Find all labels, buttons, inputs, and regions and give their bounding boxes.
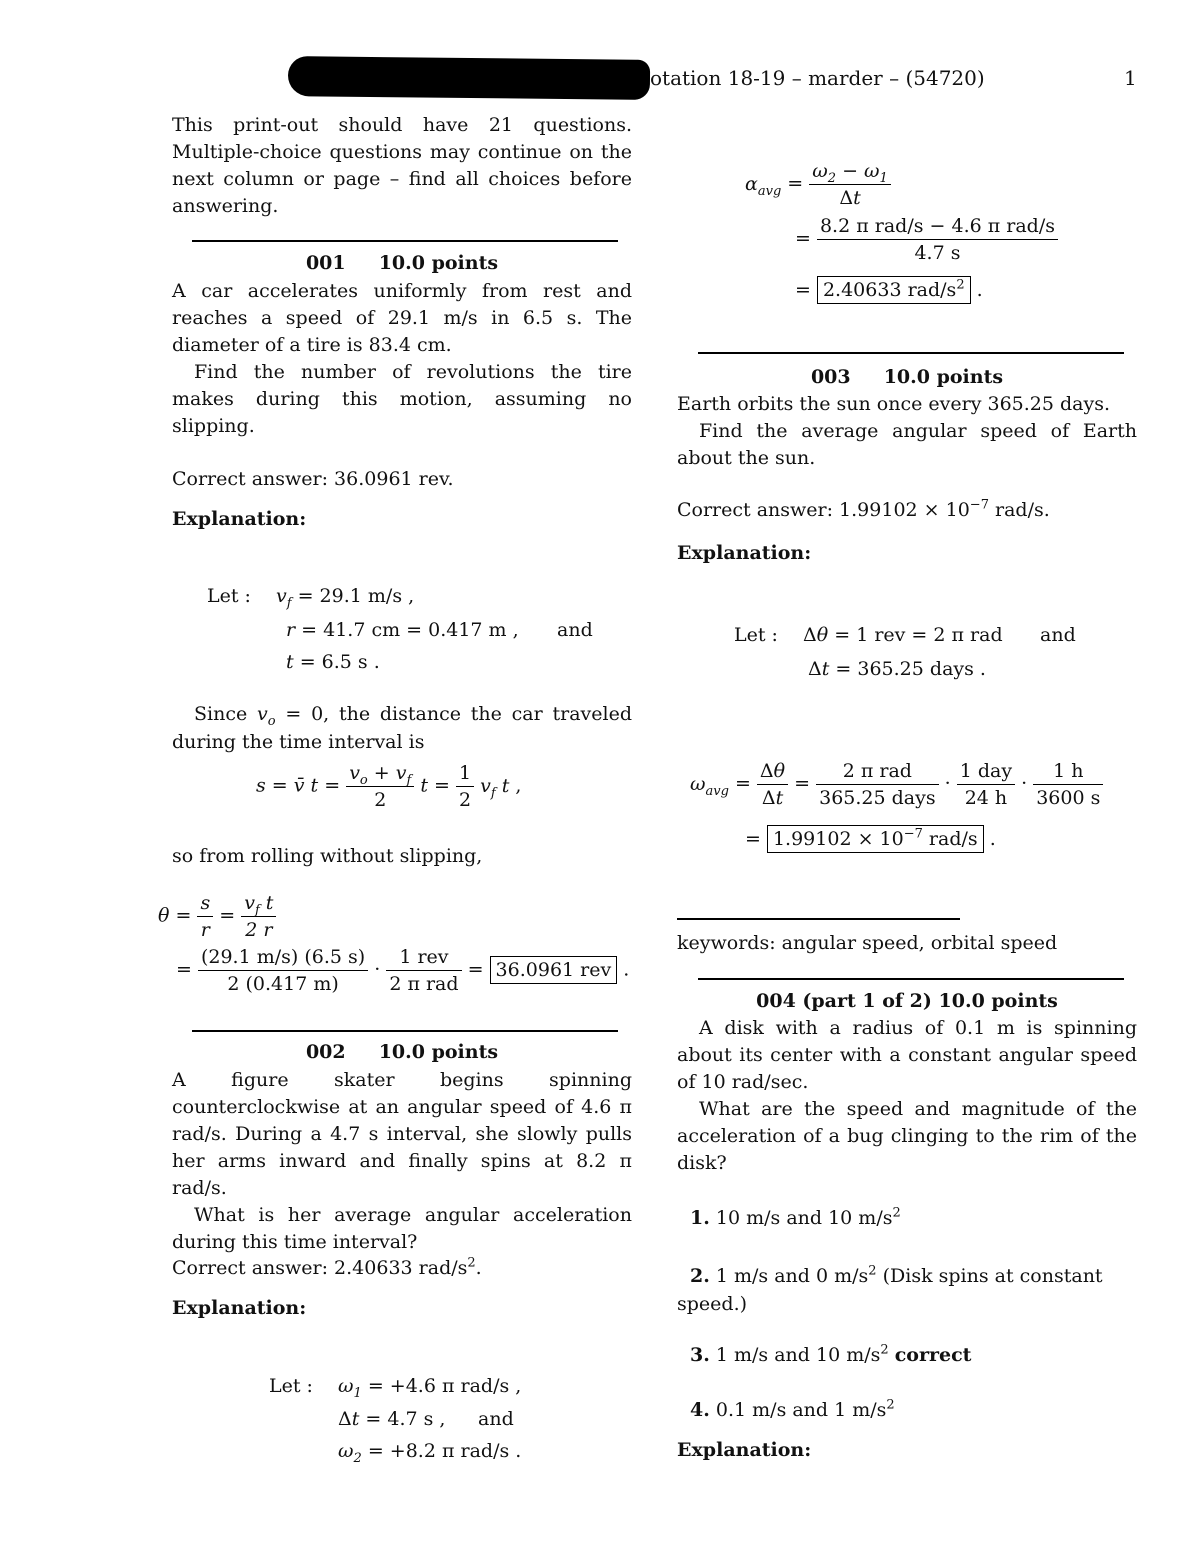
q2-let3: $\omega_2 = +8.2$ π rad/s .	[338, 1440, 522, 1466]
q1-text1: A car accelerates uniformly from rest and reaches a speed of 29.1 m/s in 6.5 s. The diameter of a tire is 83.4 cm.	[172, 280, 632, 356]
q3-text2: Find the average angular speed of Earth about the sun.	[677, 420, 1137, 469]
keywords-rule	[677, 918, 960, 920]
q1-let3: t = 6.5 s .	[286, 651, 380, 673]
q4-explanation-label: Explanation:	[677, 1439, 812, 1461]
q2-text1: A figure skater begins spinning counterclockwise at an angular speed of 4.6 π rad/s. During a 4.7 s interval, she slowly pulls her arms inward and finally spins at 8.2 π rad/s.	[172, 1069, 632, 1199]
q2-alpha-eq2: = $\frac{\text{8.2 π rad/s − 4.6 π rad/s}}{4.7 s}$	[795, 213, 1058, 266]
q2-answer: Correct answer: 2.40633 rad/$s^2$.	[172, 1255, 482, 1279]
page-number: 1	[1124, 66, 1137, 90]
q2-rule	[192, 1030, 618, 1032]
q2-let1: $\omega_1 = +4.6$ π rad/s ,	[338, 1375, 522, 1401]
q4-heading: 004 (part 1 of 2) 10.0 points	[756, 990, 1058, 1012]
q3-answer: Correct answer: $1.99102 \times 10^{-7}$ rad/s.	[677, 497, 1050, 521]
q4-choice-3[interactable]: 3. 1 m/s and 10 $m/s^2$ correct	[690, 1342, 972, 1366]
q1-result-box: 36.0961 rev	[490, 956, 618, 984]
q1-text2: Find the number of revolutions the tire makes during this motion, assuming no slipping.	[172, 361, 632, 437]
q2-result-box: 2.40633 rad/$s^2$	[817, 276, 971, 304]
q1-heading: 001 10.0 points	[305, 252, 499, 274]
redaction-mark	[288, 56, 650, 100]
q2-alpha-result: = 2.40633 rad/$s^2$ .	[795, 276, 983, 304]
q1-let2: r = 41.7 cm = 0.417 m ,	[286, 619, 519, 641]
q1-let1: $v_f = 29.1$ m/s ,	[276, 585, 415, 611]
q4-choice-2[interactable]: 2. 1 m/s and 0 $m/s^2$ (Disk spins at constant speed.)	[677, 1263, 1103, 1315]
q2-alpha-eq1: $\alpha_{avg}$ = $\frac{\omega_2 - \omega_1}{\Delta t}$	[745, 158, 891, 211]
q4-choice-1[interactable]: 1. 10 m/s and 10 $m/s^2$	[690, 1205, 901, 1229]
q2-text2: What is her average angular acceleration during this time interval?	[172, 1204, 632, 1253]
q1-let-label: Let :	[207, 585, 251, 607]
q1-body	[172, 278, 632, 440]
q3-heading: 003 10.0 points	[810, 366, 1004, 388]
q3-let1-and: and	[1040, 624, 1076, 646]
q1-let2-and: and	[557, 619, 593, 641]
q1-rolling: so from rolling without slipping,	[172, 845, 483, 867]
q3-text1: Earth orbits the sun once every 365.25 days.	[677, 393, 1111, 415]
q2-let2-and: and	[478, 1408, 514, 1430]
q3-let-label: Let :	[734, 624, 778, 646]
q4-text1: A disk with a radius of 0.1 m is spinning about its center with a constant angular speed of 10 rad/sec.	[677, 1017, 1137, 1093]
q1-since: Since $v_o = 0$, the distance the car traveled during the time interval is	[172, 703, 633, 753]
header-title: otation 18-19 – marder – (54720)	[650, 66, 985, 90]
intro-text: This print-out should have 21 questions. Multiple-choice questions may continue on the next column or page – find all choices before answering.	[172, 114, 632, 217]
q4-choice-4[interactable]: 4. 0.1 m/s and 1 $m/s^2$	[690, 1397, 895, 1421]
q3-explanation-label: Explanation:	[677, 542, 812, 564]
q1-theta-eq: θ = $\frac{s}{r}$ = $\frac{v_f t}{2 r}$	[158, 890, 276, 943]
left-column	[172, 112, 632, 220]
keywords: keywords: angular speed, orbital speed	[677, 932, 1058, 954]
q1-rule	[192, 240, 618, 242]
q2-body	[172, 1067, 632, 1256]
q3-let2: Δt = 365.25 days .	[808, 658, 986, 680]
q1-explanation-label: Explanation:	[172, 508, 307, 530]
q2-heading: 002 10.0 points	[305, 1041, 499, 1063]
q3-rule	[698, 352, 1124, 354]
q1-result-eq: = $\frac{(29.1 m/s) (6.5 s)}{2 (0.417 m)}$ · $\frac{\text{1 rev}}{\text{2 π rad}}$ = 36.0961 rev .	[176, 946, 630, 995]
q1-answer: Correct answer: 36.0961 rev.	[172, 468, 454, 490]
q3-omega-result: = $1.99102 \times 10^{-7}$ rad/s .	[745, 825, 996, 853]
q4-body	[677, 1015, 1137, 1177]
q2-explanation-label: Explanation:	[172, 1297, 307, 1319]
q4-text2: What are the speed and magnitude of the acceleration of a bug clinging to the rim of the disk?	[677, 1098, 1137, 1174]
q3-omega-eq: $\omega_{avg}$ = $\frac{\Delta\theta}{\Delta t}$ = $\frac{\text{2 π rad}}{\text{365.25 days}}$ · $\frac{\text{1 day}}{24 h}$ · $\frac{1 h}{3600 s}$	[690, 758, 1103, 811]
q3-body	[677, 391, 1137, 472]
correct-marker: correct	[894, 1344, 972, 1366]
q2-let2: Δt = 4.7 s ,	[338, 1408, 446, 1430]
q3-result-box: $1.99102 \times 10^{-7}$ rad/s	[767, 825, 984, 853]
q4-rule	[698, 978, 1124, 980]
q3-let1: Δθ = 1 rev = 2 π rad	[803, 624, 1003, 646]
q2-let-label: Let :	[269, 1375, 313, 1397]
q1-distance-eq: s = v̄ t = $\frac{v_o + v_f}{2}$ t = $\frac{1}{2}$ $v_f$ t ,	[256, 762, 522, 811]
